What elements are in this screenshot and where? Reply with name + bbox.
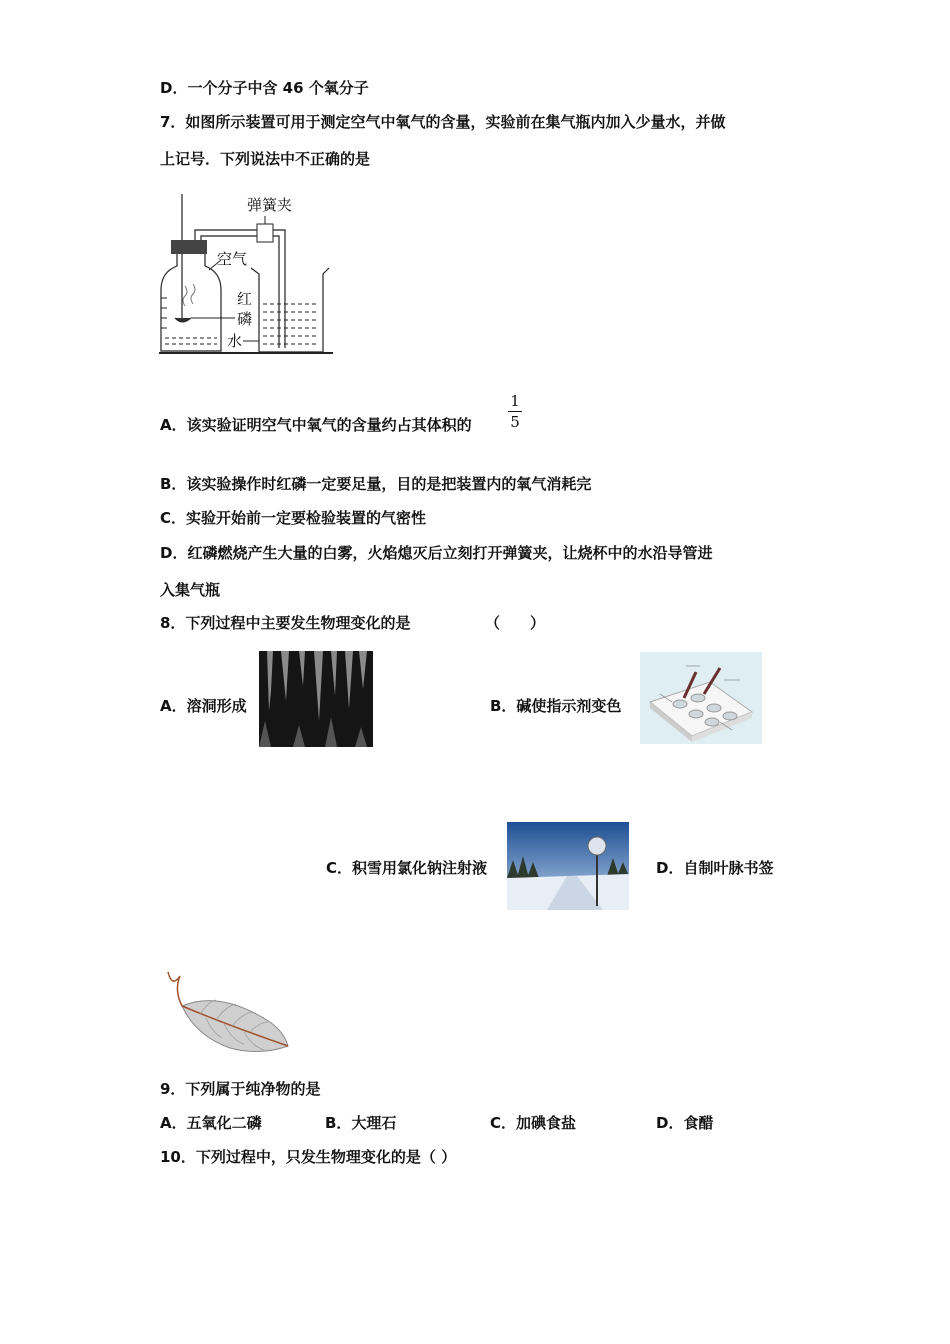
fraction-one-fifth [508, 392, 522, 431]
q6-option-d: D．一个分子中含 46 个氧分子 [160, 79, 369, 97]
q10-stem: 10．下列过程中，只发生物理变化的是（ ） [160, 1148, 457, 1166]
leaf-vein-photo [160, 970, 292, 1066]
q8-stem: 8．下列过程中主要发生物理变化的是 [160, 614, 411, 632]
q7-option-c: C．实验开始前一定要检验装置的气密性 [160, 509, 427, 527]
q8-option-c: C．积雪用氯化钠注射液 [326, 859, 488, 877]
q8-option-a: A．溶洞形成 [160, 697, 247, 715]
q9-option-c: C．加碘食盐 [490, 1114, 577, 1132]
label-air: 空气 [217, 250, 248, 268]
spot-plate-photo [640, 652, 762, 744]
snow-road-photo [507, 822, 629, 910]
q7-option-a: A．该实验证明空气中氧气的含量约占其体积的 [160, 416, 472, 434]
q7-option-d-line1: D．红磷燃烧产生大量的白雾，火焰熄灭后立刻打开弹簧夹，让烧杯中的水沿导管进 [160, 544, 713, 562]
cave-photo [259, 651, 373, 747]
label-phosphorus-2: 磷 [237, 310, 253, 328]
q8-bracket: （ ） [485, 614, 546, 632]
q9-option-a: A．五氧化二磷 [160, 1114, 262, 1132]
fraction-denominator: 5 [510, 413, 520, 431]
q9-option-b: B．大理石 [325, 1114, 397, 1132]
label-clip: 弹簧夹 [247, 196, 293, 214]
q8-option-b: B．碱使指示剂变色 [490, 697, 622, 715]
fraction-numerator: 1 [510, 392, 520, 410]
q9-stem: 9．下列属于纯净物的是 [160, 1080, 321, 1098]
oxygen-apparatus-diagram [155, 188, 340, 360]
label-phosphorus-1: 红 [237, 290, 253, 308]
q7-option-d-line2: 入集气瓶 [160, 581, 221, 599]
label-water: 水 [227, 332, 243, 350]
q7-stem-line1: 7．如图所示装置可用于测定空气中氧气的含量，实验前在集气瓶内加入少量水，并做 [160, 113, 726, 131]
q8-option-d: D．自制叶脉书签 [656, 859, 774, 877]
q7-stem-line2: 上记号．下列说法中不正确的是 [160, 150, 371, 168]
q7-option-b: B．该实验操作时红磷一定要足量，目的是把装置内的氧气消耗完 [160, 475, 592, 493]
q9-option-d: D．食醋 [656, 1114, 714, 1132]
